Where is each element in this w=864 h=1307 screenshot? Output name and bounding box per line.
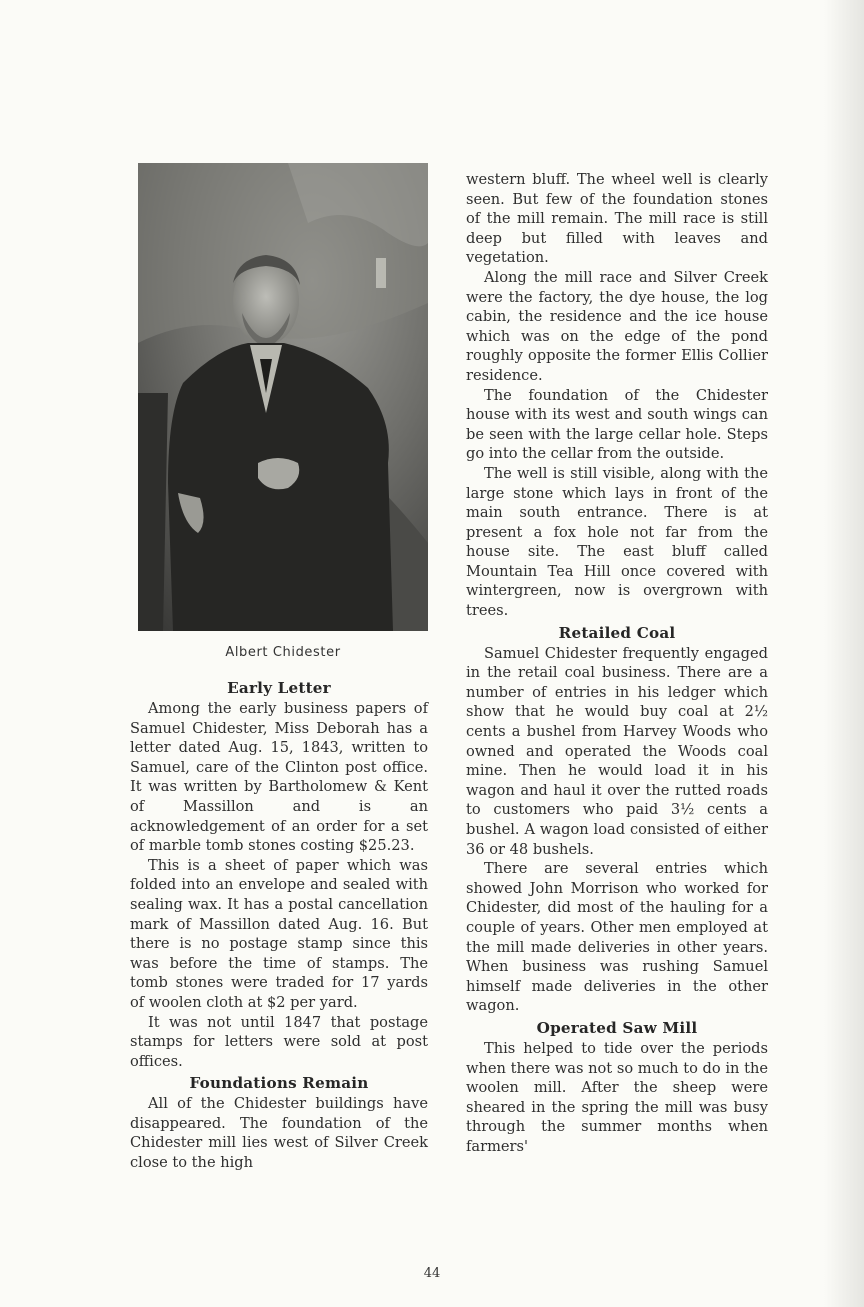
section-heading-retailed-coal: Retailed Coal [558,623,676,642]
left-column [130,676,428,1173]
paragraph: This helped to tide over the periods when there was not so much to do in the woolen mill. After the sheep were sheared in the spring the mill was busy through the summer months when farmers' [466,1039,768,1155]
paragraph: This is a sheet of paper which was folded into an envelope and sealed with sealing wax. It has a postal cancellation mark of Massillon dated Aug. 16. But there is no postage stamp since this was before the time of stamps. The tomb stones were traded for 17 yards of woolen cloth at $2 per yard. [130,856,428,1011]
paragraph: Samuel Chidester frequently engaged in the retail coal business. There are a number of entries in his ledger which show that he would buy coal at 2½ cents a bushel from Harvey Woods who owned and operated the Woods coal mine. Then he would load it in his wagon and haul it over the rutted roads to customers who paid 3½ cents a bushel. A wagon load consisted of either 36 or 48 bushels. [466,644,768,858]
paragraph: There are several entries which showed John Morrison who worked for Chidester, did most of the hauling for a couple of years. Other men employed at the mill made deliveries in other years. When business was rushing Samuel himself made deliveries in the other wagon. [466,860,768,1015]
paragraph: The foundation of the Chidester house with its west and south wings can be seen with the large cellar hole. Steps go into the cellar from the outside. [466,386,768,463]
portrait-photo [138,163,428,631]
page-edge-shadow [824,0,864,1307]
paragraph: All of the Chidester buildings have disappeared. The foundation of the Chidester mill lies west of Silver Creek close to the high [130,1095,428,1172]
page-number: 44 [423,1266,441,1281]
paragraph: The well is still visible, along with the large stone which lays in front of the main south entrance. There is at present a fox hole not far from the house site. The east bluff called Mountain Tea Hill once covered with wintergreen, now is overgrown with trees. [466,464,768,620]
continued-paragraph: western bluff. The wheel well is clearly seen. But few of the foundation stones of the mill remain. The mill race is still deep but filled with leaves and vegetation. [466,171,768,267]
section-heading-early-letter: Early Letter [227,679,331,697]
section-heading-operated-saw-mill: Operated Saw Mill [536,1018,698,1037]
paragraph: Along the mill race and Silver Creek were the factory, the dye house, the log cabin, the residence and the ice house which was on the edge of the pond roughly opposite the former Ellis Collier residence. [466,268,768,384]
paragraph: Among the early business papers of Samuel Chidester, Miss Deborah has a letter dated Aug. 15, 1843, written to Samuel, care of the Clinton post office. It was written by Bartholomew & Kent of Massillon and is an acknowledgement of an order for a set of marble tomb stones costing $25.23. [130,700,428,855]
photo-caption: Albert Chidester [225,645,341,660]
section-heading-foundations-remain: Foundations Remain [189,1074,369,1093]
right-column [466,170,768,1157]
paragraph: It was not until 1847 that postage stamps for letters were sold at post offices. [130,1013,428,1070]
portrait-illustration [138,163,428,631]
